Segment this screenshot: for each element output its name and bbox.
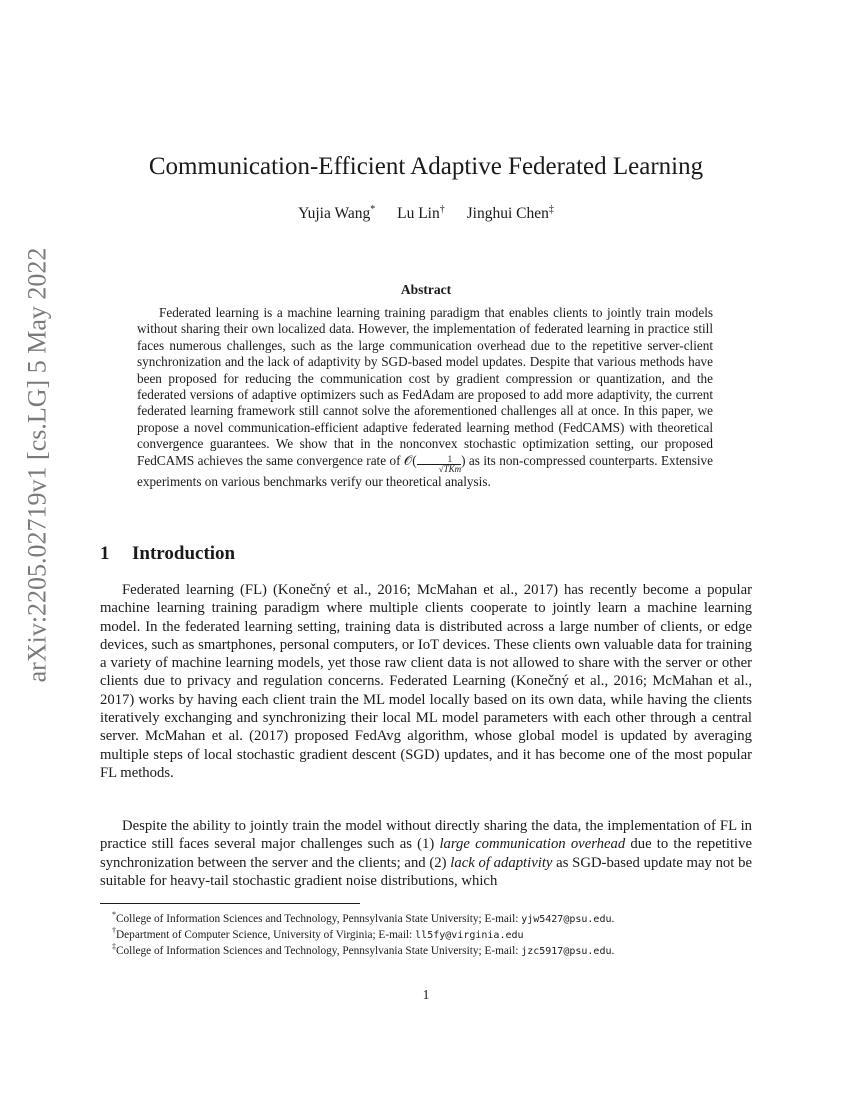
author-1: [298, 205, 375, 222]
author-3-mark: ‡: [548, 204, 554, 215]
abstract-heading: Abstract: [400, 282, 452, 297]
section-number: 1: [100, 543, 110, 564]
formula-denominator: √TKm: [438, 463, 462, 474]
author-2: [397, 205, 445, 222]
section-title: Introduction: [132, 543, 236, 564]
intro-paragraph-1: Federated learning (FL) (Konečný et al., 2016; McMahan et al., 2017) has recently become a popular machine learning training paradigm where multiple clients cooperate to jointly learn a machine learning model. In the federated learning setting, training data is distributed across a large number of clients, or edge devices, such as smartphones, personal computers, or IoT devices. These clients own valuable data for training a variety of machine learning models, yet those raw client data is not allowed to share with the server or other clients due to privacy and regulation concerns. Federated Learning (Konečný et al., 2016; McMahan et al., 2017) works by having each client train the ML model locally based on its own data, while having the clients iteratively exchanging and synchronizing their local ML model parameters with each other through a central server. McMahan et al. (2017) proposed FedAvg algorithm, whose global model is updated by averaging multiple steps of local stochastic gradient descent (SGD) updates, and it has become one of the most popular FL methods.: [100, 582, 752, 781]
section-heading-introduction: [100, 543, 235, 565]
arxiv-identifier-stamp: [12, 247, 62, 683]
footnote-3: [112, 940, 752, 959]
formula-fraction: [417, 455, 461, 474]
intro-paragraph-2: [100, 817, 752, 890]
footnote-2-email: ll5fy@virginia.edu: [415, 929, 524, 941]
abstract-body: [137, 305, 713, 490]
footnote-3-text: College of Information Sciences and Technology, Pennsylvania State University; E-mail:: [116, 944, 522, 957]
author-3: [467, 205, 554, 222]
p2-text-2: due to the repetitive synchronization between the server and the clients; and (2): [100, 836, 752, 871]
author-2-mark: †: [439, 204, 445, 215]
footnote-3-email: jzc5917@psu.edu: [521, 945, 612, 957]
author-2-name: Lu Lin: [397, 205, 440, 223]
formula-suffix: ): [461, 452, 466, 468]
p2-emphasis-2: lack of adaptivity: [450, 854, 553, 871]
author-3-name: Jinghui Chen: [466, 205, 549, 223]
author-1-name: Yujia Wang: [298, 205, 371, 223]
p2-text-1: Despite the ability to jointly train the model without directly sharing the data, the implementation of FL in practice still faces several major challenges such as (1): [100, 818, 752, 853]
arxiv-identifier-text: arXiv:2205.02719v1 [cs.LG] 5 May 2022: [22, 247, 51, 683]
footnote-1-email: yjw5427@psu.edu: [521, 913, 612, 925]
footnote-1-mark: *: [112, 910, 116, 919]
author-1-mark: *: [370, 204, 376, 215]
footnote-2-text: Department of Computer Science, University of Virginia; E-mail:: [116, 928, 416, 941]
formula-prefix: 𝒪(: [403, 452, 417, 468]
abstract-text-part1: Federated learning is a machine learning training paradigm that enables clients to jointly train models without sharing their own localized data. However, the implementation of federated learning in practice still faces numerous challenges, such as the large communication overhead due to the repetitive server-client synchronization and the lack of adaptivity by SGD-based model updates. Despite that various methods have been proposed for reducing the communication cost by gradient compression or quantization, and the federated versions of adaptive optimizers such as FedAdam are proposed to add more adaptivity, the current federated learning framework still cannot solve the aforementioned challenges all at once. In this paper, we propose a novel communication-efficient adaptive federated learning method (FedCAMS) with theoretical convergence guarantees. We show that in the nonconvex stochastic optimization setting, our proposed FedCAMS achieves the same convergence rate of: [137, 305, 713, 468]
footnote-divider: [100, 903, 360, 904]
abstract-text-part2: as its non-compressed counterparts. Extensive experiments on various benchmarks verify our theoretical analysis.: [137, 452, 713, 489]
footnote-1-text: College of Information Sciences and Technology, Pennsylvania State University; E-mail:: [116, 912, 522, 925]
footnote-3-mark: ‡: [112, 942, 116, 951]
footnote-3-end: .: [611, 944, 615, 957]
paper-title: Communication-Efficient Adaptive Federated Learning: [148, 153, 704, 180]
footnote-1-end: .: [611, 912, 615, 925]
formula-numerator: 1: [417, 455, 461, 465]
author-list: [100, 204, 752, 223]
p2-emphasis-1: large communication overhead: [439, 836, 626, 853]
p2-text-3: as SGD-based update may not be suitable for heavy-tail stochastic gradient noise distributions, which: [100, 854, 752, 889]
page-number: 1: [422, 987, 430, 1002]
footnote-2-mark: †: [112, 926, 116, 935]
convergence-rate-formula: [403, 452, 466, 474]
